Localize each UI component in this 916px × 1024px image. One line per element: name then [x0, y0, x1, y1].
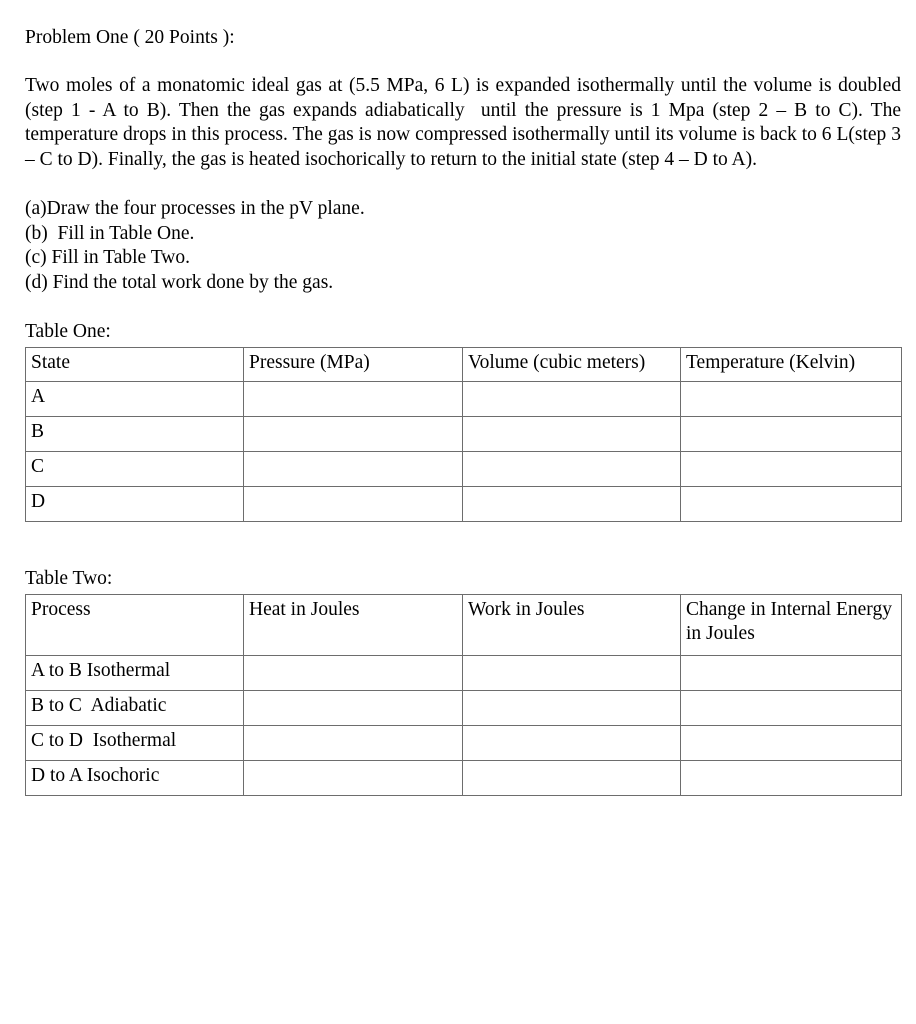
- table-two-header-heat: Heat in Joules: [244, 595, 463, 656]
- task-item-c: (c) Fill in Table Two.: [25, 247, 190, 268]
- table-two: [25, 594, 902, 796]
- table-one-cell-temperature[interactable]: [681, 417, 902, 452]
- problem-statement-paragraph: Two moles of a monatomic ideal gas at (5.5 MPa, 6 L) is expanded isothermally until the volume is doubled (step 1 - A to B). Then the gas expands adiabatically until the pressure is 1 Mpa (step 2 – B to C). The temperature drops in this process. The gas is now compressed isothermally until its volume is back to 6 L(step 3 – C to D). Finally, the gas is heated isochorically to return to the initial state (step 4 – D to A).: [25, 75, 906, 170]
- table-one-header-temperature: Temperature (Kelvin): [681, 348, 902, 382]
- table-one-cell-temperature[interactable]: [681, 382, 902, 417]
- table-two-process-label: B to C Adiabatic: [26, 691, 244, 726]
- table-one-header-volume: Volume (cubic meters): [463, 348, 681, 382]
- task-item-b: (b) Fill in Table One.: [25, 222, 195, 244]
- table-one-header-pressure: Pressure (MPa): [244, 348, 463, 382]
- document-content: [25, 0, 906, 796]
- table-two-cell-heat[interactable]: [244, 691, 463, 726]
- table-two-cell-heat[interactable]: [244, 761, 463, 796]
- table-one-cell-volume[interactable]: [463, 452, 681, 487]
- table-two-cell-work[interactable]: [463, 726, 681, 761]
- table-row: [26, 417, 902, 452]
- table-row: [26, 761, 902, 796]
- table-two-header-work: Work in Joules: [463, 595, 681, 656]
- table-two-process-label: D to A Isochoric: [26, 761, 244, 796]
- table-row: [26, 691, 902, 726]
- table-two-cell-internal-energy[interactable]: [681, 761, 902, 796]
- table-two-cell-work[interactable]: [463, 761, 681, 796]
- table-one-caption: Table One:: [25, 321, 111, 342]
- table-one-cell-pressure[interactable]: [244, 417, 463, 452]
- table-two-header-internal-energy: Change in Internal Energy in Joules: [681, 595, 902, 656]
- table-one: [25, 347, 902, 522]
- table-two-cell-internal-energy[interactable]: [681, 691, 902, 726]
- table-one-state-label: C: [26, 452, 244, 487]
- table-row: [26, 452, 902, 487]
- table-two-cell-heat[interactable]: [244, 726, 463, 761]
- table-one-cell-temperature[interactable]: [681, 487, 902, 522]
- table-one-header-row: [26, 348, 902, 382]
- table-two-header-process: Process: [26, 595, 244, 656]
- table-two-cell-internal-energy[interactable]: [681, 656, 902, 691]
- table-two-cell-work[interactable]: [463, 656, 681, 691]
- table-row: [26, 656, 902, 691]
- table-one-cell-volume[interactable]: [463, 487, 681, 522]
- table-one-header-state: State: [26, 348, 244, 382]
- table-two-process-label: A to B Isothermal: [26, 656, 244, 691]
- table-two-cell-work[interactable]: [463, 691, 681, 726]
- task-item-d: (d) Find the total work done by the gas.: [25, 271, 334, 293]
- table-one-cell-temperature[interactable]: [681, 452, 902, 487]
- table-one-cell-pressure[interactable]: [244, 382, 463, 417]
- table-one-state-label: D: [26, 487, 244, 522]
- table-one-state-label: B: [26, 417, 244, 452]
- table-two-cell-heat[interactable]: [244, 656, 463, 691]
- task-list: [25, 197, 901, 295]
- table-two-header-row: [26, 595, 902, 656]
- problem-title: Problem One ( 20 Points ):: [25, 27, 235, 48]
- task-item-a: (a)Draw the four processes in the pV plane.: [25, 198, 365, 219]
- table-one-cell-volume[interactable]: [463, 382, 681, 417]
- table-two-cell-internal-energy[interactable]: [681, 726, 902, 761]
- table-row: [26, 726, 902, 761]
- table-row: [26, 487, 902, 522]
- table-one-state-label: A: [26, 382, 244, 417]
- table-two-caption: Table Two:: [25, 568, 113, 589]
- table-one-cell-pressure[interactable]: [244, 452, 463, 487]
- table-one-cell-volume[interactable]: [463, 417, 681, 452]
- table-two-process-label: C to D Isothermal: [26, 726, 244, 761]
- table-row: [26, 382, 902, 417]
- table-one-cell-pressure[interactable]: [244, 487, 463, 522]
